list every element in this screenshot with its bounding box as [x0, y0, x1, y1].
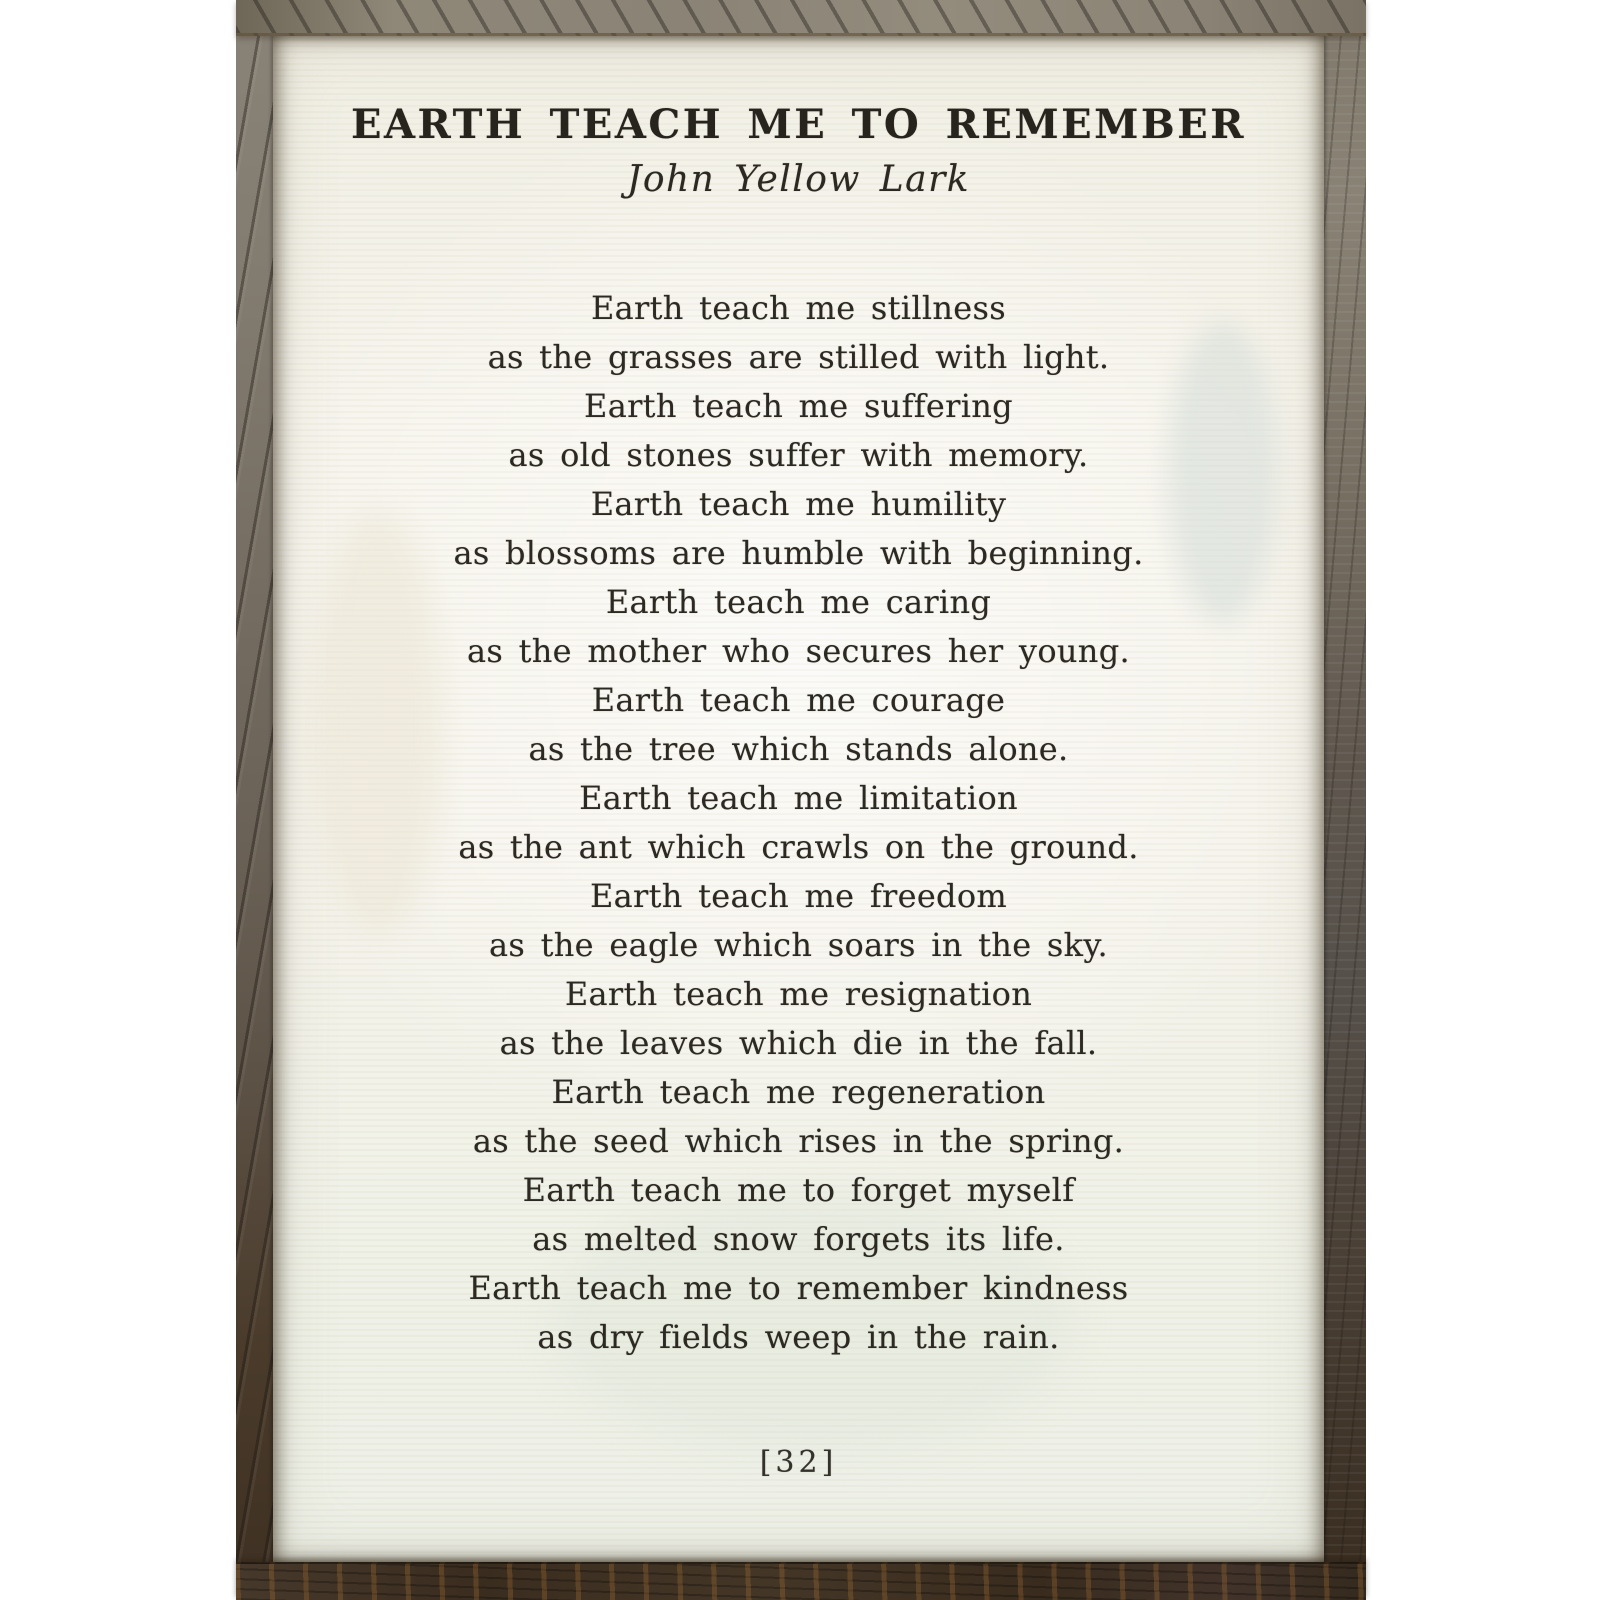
poem-line: Earth teach me limitation: [579, 779, 1018, 817]
poem-line: as the ant which crawls on the ground.: [458, 828, 1139, 866]
poem-line: Earth teach me regeneration: [551, 1073, 1046, 1111]
poem-line: Earth teach me caring: [605, 583, 992, 621]
poem-author: John Yellow Lark: [626, 159, 971, 200]
poem-line: as the leaves which die in the fall.: [499, 1024, 1098, 1062]
poem-body: [273, 284, 1324, 1362]
poem-line: Earth teach me stillness: [591, 289, 1006, 327]
poem-line: Earth teach me to remember kindness: [468, 1269, 1129, 1307]
poem-line: as the grasses are stilled with light.: [487, 338, 1110, 376]
page-number: [32]: [759, 1445, 838, 1480]
poem-line: Earth teach me suffering: [584, 387, 1013, 425]
poem-line: as melted snow forgets its life.: [532, 1220, 1065, 1258]
poem-line: Earth teach me freedom: [589, 877, 1008, 915]
poem-title: EARTH TEACH ME TO REMEMBER: [351, 101, 1246, 148]
frame-left-rail: [236, 0, 273, 1600]
poem-line: as the tree which stands alone.: [528, 730, 1069, 768]
picture-frame: [236, 0, 1366, 1600]
frame-bottom-rail: [236, 1562, 1366, 1600]
poem-line: Earth teach me courage: [591, 681, 1006, 719]
frame-right-rail: [1324, 0, 1366, 1600]
poem-line: as the mother who secures her young.: [467, 632, 1130, 670]
poem-line: as old stones suffer with memory.: [508, 436, 1089, 474]
poem-line: Earth teach me humility: [590, 485, 1007, 523]
poem-line: as dry fields weep in the rain.: [537, 1318, 1060, 1356]
frame-top-rail: [236, 0, 1366, 36]
poem-line: Earth teach me to forget myself: [522, 1171, 1075, 1209]
poem-print: [273, 33, 1324, 1564]
poem-line: as blossoms are humble with beginning.: [453, 534, 1144, 572]
poem-line: as the seed which rises in the spring.: [472, 1122, 1125, 1160]
poem-line: Earth teach me resignation: [564, 975, 1033, 1013]
poem-line: as the eagle which soars in the sky.: [489, 926, 1108, 964]
